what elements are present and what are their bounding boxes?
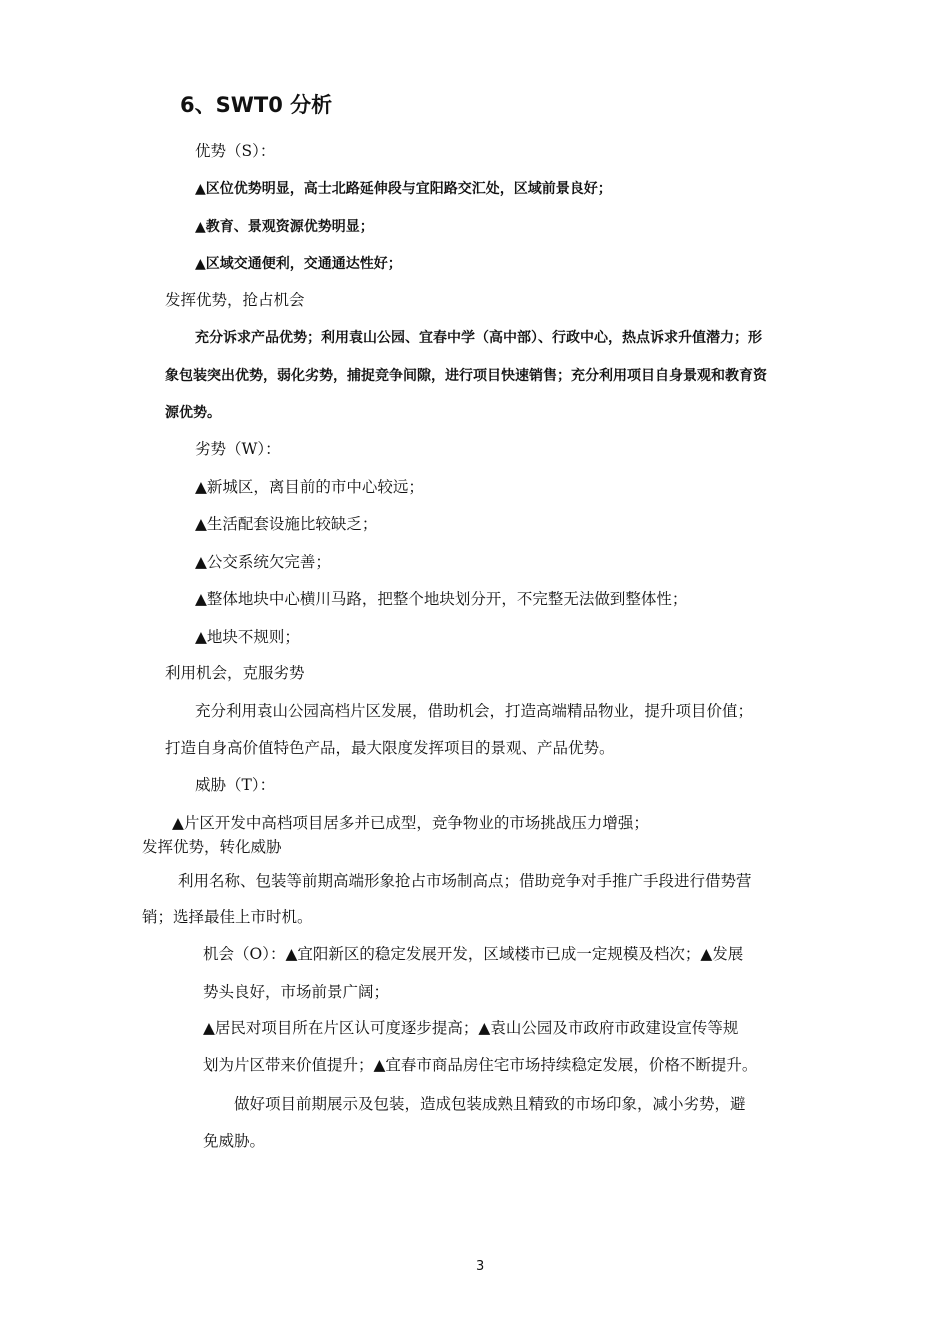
weaknesses-title: 劣势（W）：: [195, 440, 281, 458]
so-strategy-line: 象包装突出优势，弱化劣势，捕捉竞争间隙，进行项目快速销售；充分利用项目自身景观和教育资: [165, 368, 767, 384]
wt-strategy-line: 做好项目前期展示及包装，造成包装成熟且精致的市场印象，减小劣势，避: [234, 1095, 746, 1113]
threat-item: ▲片区开发中高档项目居多并已成型，竞争物业的市场挑战压力增强；: [172, 814, 649, 832]
weakness-item: ▲公交系统欠完善；: [195, 553, 331, 571]
weakness-item: ▲新城区，离目前的市中心较远；: [195, 478, 424, 496]
wo-strategy-title: 利用机会，克服劣势: [165, 664, 305, 682]
strengths-title: 优势（S）：: [195, 142, 276, 160]
page-number: 3: [476, 1259, 485, 1274]
so-strategy-line: 源优势。: [165, 405, 221, 421]
strength-item: ▲区域交通便利，交通通达性好；: [195, 256, 402, 272]
opportunities-line: 机会（O）：▲宜阳新区的稳定发展开发，区域楼市已成一定规模及档次；▲发展: [203, 945, 744, 963]
weakness-item: ▲整体地块中心横川马路，把整个地块划分开，不完整无法做到整体性；: [195, 590, 688, 608]
wo-strategy-line: 打造自身高价值特色产品，最大限度发挥项目的景观、产品优势。: [165, 739, 615, 757]
opportunities-line: 划为片区带来价值提升；▲宜春市商品房住宅市场持续稳定发展，价格不断提升。: [203, 1056, 758, 1074]
page-heading: 6、SWT0 分析: [180, 93, 333, 117]
wo-strategy-line: 充分利用袁山公园高档片区发展，借助机会，打造高端精品物业，提升项目价值；: [195, 702, 754, 720]
st-strategy-title: 发挥优势，转化威胁: [142, 838, 282, 856]
strength-item: ▲区位优势明显，高士北路延伸段与宜阳路交汇处，区域前景良好；: [195, 181, 612, 197]
weakness-item: ▲生活配套设施比较缺乏；: [195, 515, 378, 533]
threats-title: 威胁（T）：: [195, 776, 276, 794]
opportunities-line: 势头良好，市场前景广阔；: [203, 983, 390, 1001]
st-strategy-line: 利用名称、包装等前期高端形象抢占市场制高点；借助竞争对手推广手段进行借势营: [178, 872, 752, 890]
wt-strategy-line: 免威胁。: [203, 1132, 266, 1150]
so-strategy-line: 充分诉求产品优势；利用袁山公园、宜春中学（高中部）、行政中心，热点诉求升值潜力；形: [195, 330, 762, 346]
opportunities-line: ▲居民对项目所在片区认可度逐步提高；▲袁山公园及市政府市政建设宣传等规: [203, 1019, 739, 1037]
st-strategy-line: 销；选择最佳上市时机。: [142, 908, 313, 926]
so-strategy-title: 发挥优势，抢占机会: [165, 291, 305, 309]
weakness-item: ▲地块不规则；: [195, 628, 300, 646]
strength-item: ▲教育、景观资源优势明显；: [195, 219, 374, 235]
